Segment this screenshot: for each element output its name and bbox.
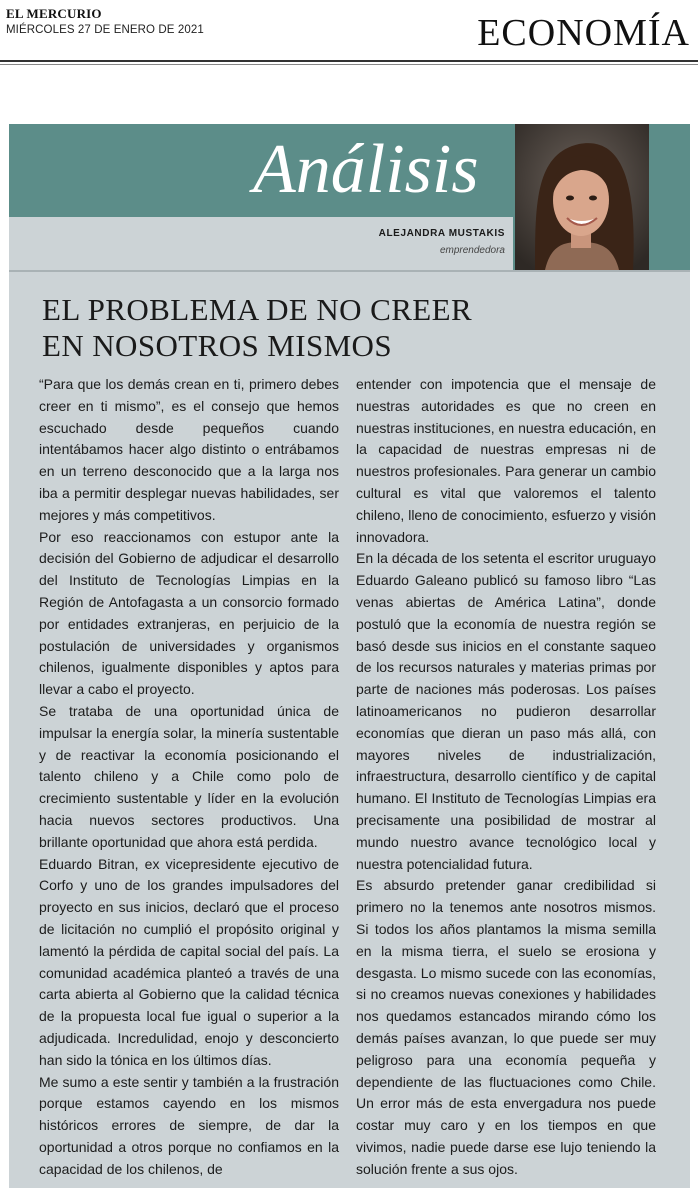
- author-role: emprendedora: [439, 245, 505, 256]
- author-byline: [9, 217, 513, 270]
- paragraph: “Para que los demás crean en ti, primero debes creer en ti mismo”, es el consejo que hemos escuchado desde pequeños cuando intentábamos hacer algo distinto o entrábamos en un terreno desconocido que a la larga nos iba a permitir desplegar nuevas habilidades, ser mejores y más competitivos.: [39, 376, 339, 523]
- analysis-label: Análisis: [253, 131, 479, 208]
- article-title: [42, 292, 662, 364]
- newspaper-name: EL MERCURIO: [6, 6, 102, 21]
- paragraph: Se trataba de una oportunidad única de impulsar la energía solar, la minería sustentable y de reactivar la economía posicionando el talento chileno y a Chile como polo de crecimiento sustentable y líder en la evolución hacia nuevos sectores productivos. Una brillante oportunidad que ahora está perdida.: [39, 702, 339, 850]
- paragraph: Eduardo Bitran, ex vicepresidente ejecutivo de Corfo y uno de los grandes impulsadores del proyecto en sus inicios, declaró que el proceso de licitación no cumplió el propósito original y lamentó la pérdida de capital social del país. La comunidad académica planteó a través de una carta abierta al Gobierno que la calidad técnica de la propuesta local fue igual o superior a la adjudicada. Incredulidad, enojo y desconcierto han sido la tónica en los últimos días.: [39, 855, 339, 1068]
- title-line-1: EL PROBLEMA DE NO CREER: [42, 292, 473, 327]
- publication-date: MIÉRCOLES 27 DE ENERO DE 2021: [6, 24, 204, 36]
- article-box: [9, 124, 690, 1188]
- header-rule: [0, 60, 698, 62]
- header-rule-thin: [0, 64, 698, 65]
- author-name: ALEJANDRA MUSTAKIS: [378, 228, 505, 239]
- banner-divider: [9, 270, 690, 272]
- paragraph: En la década de los setenta el escritor uruguayo Eduardo Galeano publicó su famoso libro “Las venas abiertas de América Latina”, donde postuló que la economía de nuestra región se basó desde sus inicios en el constante saqueo de los recursos naturales y materias primas por parte de naciones más poderosas. Los países latinoamericanos no pudieron desarrollar economías que dieran un paso más allá, con mayores niveles de industrialización, infraestructura, desarrollo científico y de capital humano. El Instituto de Tecnologías Limpias era precisamente una posibilidad de mostrar al mundo nuestro avance tecnológico local y nuestra potencialidad futura.: [356, 550, 656, 872]
- section-title: ECONOMÍA: [477, 12, 690, 54]
- author-portrait-icon: [515, 124, 649, 270]
- paragraph: Es absurdo pretender ganar credibilidad si primero no la tenemos ante nosotros mismos. Si todos los años plantamos la misma semilla en la misma tierra, el suelo se erosiona y desgasta. Lo mismo sucede con las economías, si no creamos nuevas conexiones y habilidades nos quedamos estancados mirando cómo los demás países avanzan, lo que puede ser muy peligroso para una economía pequeña y dependiente de las fluctuaciones como Chile. Un error más de esta envergadura nos puede costar muy caro y en los tiempos en que vivimos, nadie puede darse ese lujo teniendo la solución frente a sus ojos.: [356, 877, 656, 1177]
- paragraph: Me sumo a este sentir y también a la frustración porque estamos cayendo en los mismos históricos errores de siempre, de dar la oportunidad a otros porque no confiamos en la capacidad de los chilenos, de: [39, 1073, 339, 1177]
- page-header: [0, 0, 698, 66]
- article-column-left: [39, 374, 339, 1180]
- paragraph: Por eso reaccionamos con estupor ante la decisión del Gobierno de adjudicar el desarrollo del Instituto de Tecnologías Limpias en la Región de Antofagasta a un consorcio formado por entidades extranjeras, en perjuicio de la postulación de universidades y organismos chilenos, igualmente disponibles y aptos para llevar a cabo el proyecto.: [39, 528, 339, 698]
- title-line-2: EN NOSOTROS MISMOS: [42, 328, 392, 363]
- article-column-right: [356, 374, 656, 1180]
- paragraph: entender con impotencia que el mensaje de nuestras autoridades es que no creen en nuestras instituciones, en nuestra educación, en la capacidad de nuestras empresas ni de nuestros profesionales. Para generar un cambio cultural es vital que valoremos el talento chileno, lleno de conocimiento, esfuerzo y visión innovadora.: [356, 376, 656, 545]
